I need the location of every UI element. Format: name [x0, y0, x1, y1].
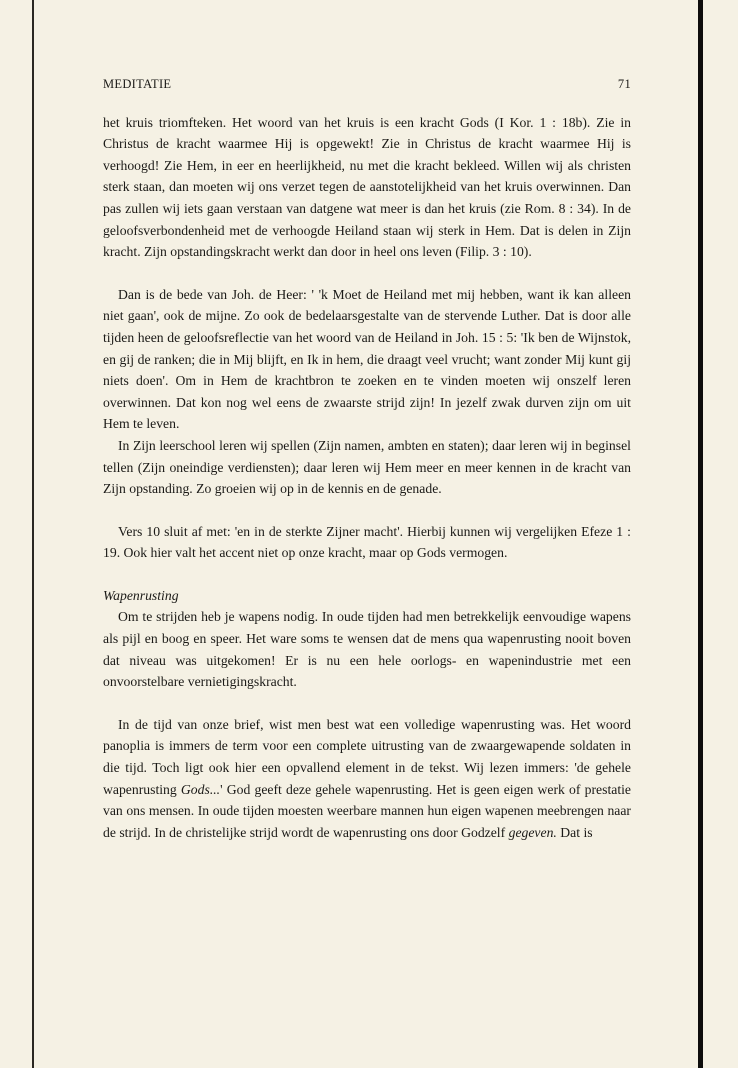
paragraph-6-text-a: In de tijd van onze brief, wist men best wat een volledige wapenrusting was. Het woord panoplia is immers de term voor een complete uitrusting van de zwaargewapende soldaten in die tijd. Toch ligt ook hier een opvallend element in de tekst. Wij lezen immers: 'de gehele wapenrusting: [103, 716, 631, 797]
paragraph-3: In Zijn leerschool leren wij spellen (Zijn namen, ambten en staten); daar leren wij in beginsel tellen (Zijn oneindige verdiensten); daar leren wij Hem meer en meer kennen in de kracht van Zijn opstanding. Zo groeien wij op in de kennis en de genade.: [103, 437, 631, 497]
page-edge-right: [698, 0, 703, 1068]
paragraph-6-text-b: ' God geeft deze gehele wapenrusting. Het is geen eigen werk of prestatie van ons mensen. In oude tijden moesten weerbare mannen hun eigen wapenen meebrengen naar de strijd. In de christelijke strijd wordt de wapenrusting ons door Godzelf: [103, 781, 631, 840]
book-page: [103, 74, 631, 843]
paragraph-1: het kruis triomfteken. Het woord van het kruis is een kracht Gods (I Kor. 1 : 18b). Zie in Christus de kracht waarmee Hij is opgewekt! Zie in Christus de kracht waarmee Hij is verhoogd! Zie Hem, in eer en heerlijkheid, nu met die kracht bekleed. Willen wij als christen sterk staan, dan moeten wij ons verzet tegen de aanstotelijkheid van het kruis overwinnen. Dan pas zullen wij iets gaan verstaan van datgene wat meer is dan het kruis (zie Rom. 8 : 34). In de geloofsverbondenheid met de verhoogde Heiland staan wij sterk in Hem. Dat is delen in Zijn kracht. Zijn opstandingskracht werkt dan door in heel ons leven (Filip. 3 : 10).: [103, 114, 631, 260]
section-heading: Wapenrusting: [103, 587, 179, 603]
paragraph-gap: [103, 693, 631, 714]
paragraph-5: Om te strijden heb je wapens nodig. In oude tijden had men betrekkelijk eenvoudige wapens als pijl en boog en speer. Het ware soms te wensen dat de mens qua wapenrusting nooit boven dat niveau was uitgekomen! Er is nu een hele oorlogs- en wapenindustrie met een onvoorstelbare vernietigingskracht.: [103, 609, 631, 690]
paragraph-gap: [103, 500, 631, 521]
paragraph-gap: [103, 263, 631, 284]
page-number: 71: [617, 77, 631, 91]
paragraph-2: Dan is de bede van Joh. de Heer: ' 'k Moet de Heiland met mij hebben, want ik kan alleen niet gaan', ook de mijne. Zo ook de bedelaarsgestalte van de stervende Luther. Dat is door alle tijden heen de geloofsreflectie van het woord van de Heiland in Joh. 15 : 5: 'Ik ben de Wijnstok, en gij de ranken; die in Mij blijft, en Ik in hem, die draagt veel vrucht; want zonder Mij kunt gij niets doen'. Om in Hem de krachtbron te zoeken en te vinden moeten wij onszelf leren overwinnen. Dat kon nog wel eens de zwaarste strijd zijn! In jezelf zwak durven zijn om uit Hem te leven.: [103, 286, 631, 432]
page-gutter-left: [32, 0, 34, 1068]
paragraph-6-italic-gods: Gods...: [180, 781, 221, 797]
running-header: [103, 74, 631, 96]
paragraph-6-italic-gegeven: gegeven.: [508, 824, 557, 840]
paragraph-6-text-c: Dat is: [556, 824, 593, 840]
header-title: MEDITATIE: [103, 77, 172, 91]
paragraph-gap: [103, 564, 631, 585]
paragraph-6: [103, 714, 631, 844]
paragraph-4: Vers 10 sluit af met: 'en in de sterkte Zijner macht'. Hierbij kunnen wij vergelijken Efeze 1 : 19. Ook hier valt het accent niet op onze kracht, maar op Gods vermogen.: [103, 523, 631, 561]
